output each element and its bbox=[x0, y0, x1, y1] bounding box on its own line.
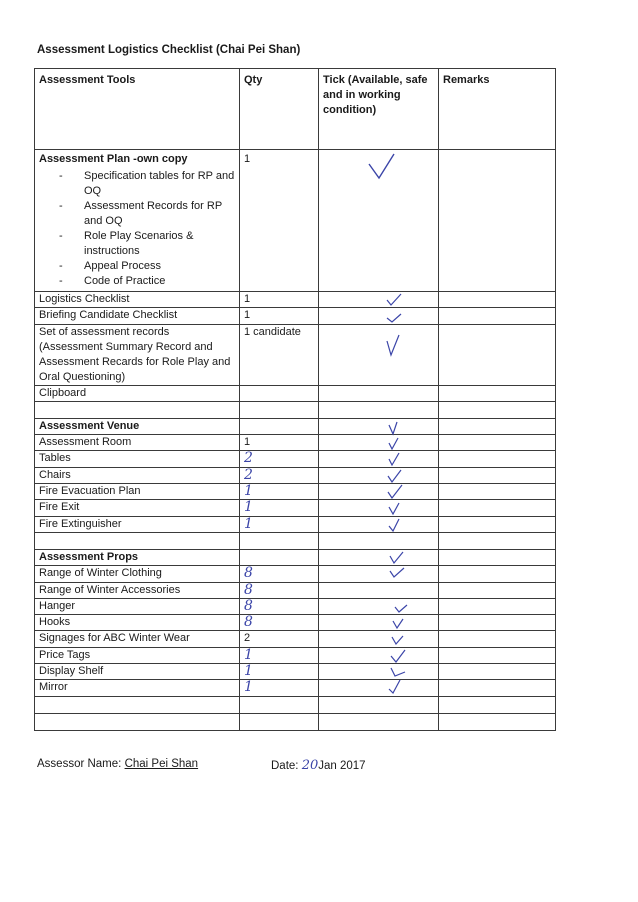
table-row bbox=[35, 582, 556, 598]
table-row bbox=[35, 680, 556, 696]
tick-cell bbox=[319, 549, 439, 565]
item-qty: 8 bbox=[240, 582, 319, 598]
item-qty: 1 bbox=[240, 484, 319, 500]
checkmark-icon bbox=[319, 484, 439, 500]
item-qty: 1 bbox=[240, 516, 319, 532]
item-name: Range of Winter Accessories bbox=[35, 582, 240, 598]
checkmark-icon bbox=[319, 615, 439, 631]
table-row bbox=[35, 598, 556, 614]
item-name: Set of assessment records (Assessment Summary Record and Assessment Recards for Role Play and Oral Questioning) bbox=[35, 324, 240, 385]
table-row bbox=[35, 516, 556, 532]
checkmark-icon bbox=[319, 550, 439, 566]
tick-cell bbox=[319, 598, 439, 614]
item-qty: 1 candidate bbox=[240, 324, 319, 385]
spacer-row bbox=[35, 532, 556, 549]
checkmark-icon bbox=[319, 435, 439, 451]
item-qty: 8 bbox=[240, 598, 319, 614]
item-name: Chairs bbox=[35, 467, 240, 483]
tick-cell bbox=[319, 435, 439, 451]
checkmark-icon bbox=[319, 292, 439, 308]
table-row bbox=[35, 631, 556, 647]
item-name: Logistics Checklist bbox=[35, 292, 240, 308]
date-label: Date: bbox=[271, 760, 299, 772]
checkmark-icon bbox=[319, 631, 439, 647]
item-name: Fire Exit bbox=[35, 500, 240, 516]
table-row bbox=[35, 308, 556, 324]
header-tick: Tick (Available, safe and in working condition) bbox=[319, 69, 439, 150]
table-row bbox=[35, 500, 556, 516]
table-row-plan bbox=[35, 150, 556, 292]
item-qty: 2 bbox=[240, 631, 319, 647]
item-qty: 1 bbox=[240, 680, 319, 696]
item-name: Fire Extinguisher bbox=[35, 516, 240, 532]
tick-cell bbox=[319, 484, 439, 500]
item-name: Assessment Room bbox=[35, 435, 240, 451]
tick-cell bbox=[319, 631, 439, 647]
plan-label: Assessment Plan -own copy bbox=[39, 153, 188, 165]
item-qty: 1 bbox=[240, 292, 319, 308]
checkmark-icon bbox=[319, 680, 439, 696]
item-name: Range of Winter Clothing bbox=[35, 566, 240, 582]
date-rest: Jan 2017 bbox=[318, 760, 366, 772]
remarks-cell bbox=[439, 150, 556, 292]
item-name: Tables bbox=[35, 451, 240, 467]
tick-cell bbox=[319, 418, 439, 434]
checkmark-icon bbox=[319, 325, 439, 385]
table-row bbox=[35, 566, 556, 582]
table-row bbox=[35, 647, 556, 663]
props-label: Assessment Props bbox=[35, 549, 240, 565]
table-row-records bbox=[35, 324, 556, 385]
checkmark-icon bbox=[319, 648, 439, 664]
item-qty: 2 bbox=[240, 467, 319, 483]
tick-cell bbox=[319, 467, 439, 483]
header-remarks: Remarks bbox=[439, 69, 556, 150]
table-header-row bbox=[35, 69, 556, 150]
section-row-venue bbox=[35, 418, 556, 434]
checkmark-icon bbox=[319, 419, 439, 435]
checkmark-icon bbox=[319, 451, 439, 467]
tick-cell bbox=[319, 647, 439, 663]
table-row bbox=[35, 451, 556, 467]
plan-item: - Assessment Records for RP and OQ bbox=[39, 199, 235, 229]
tick-cell bbox=[319, 566, 439, 582]
spacer-row bbox=[35, 696, 556, 713]
checkmark-icon bbox=[319, 517, 439, 533]
item-name: Fire Evacuation Plan bbox=[35, 484, 240, 500]
checkmark-icon bbox=[319, 150, 439, 190]
tick-cell bbox=[319, 615, 439, 631]
item-name: Hooks bbox=[35, 615, 240, 631]
item-qty: 1 bbox=[240, 647, 319, 663]
tick-cell bbox=[319, 308, 439, 324]
checkmark-icon bbox=[319, 566, 439, 582]
date-day: 20 bbox=[301, 758, 319, 773]
tick-cell bbox=[319, 500, 439, 516]
item-qty: 1 bbox=[240, 308, 319, 324]
plan-items bbox=[39, 169, 235, 289]
table-row bbox=[35, 467, 556, 483]
plan-item: - Role Play Scenarios & instructions bbox=[39, 229, 235, 259]
item-qty: 2 bbox=[240, 451, 319, 467]
item-name: Price Tags bbox=[35, 647, 240, 663]
header-qty: Qty bbox=[240, 69, 319, 150]
remarks-cell bbox=[439, 308, 556, 324]
plan-qty: 1 bbox=[240, 150, 319, 292]
item-name: Briefing Candidate Checklist bbox=[35, 308, 240, 324]
tick-cell bbox=[319, 516, 439, 532]
tick-cell bbox=[319, 150, 439, 292]
table-row bbox=[35, 292, 556, 308]
checkmark-icon bbox=[319, 599, 439, 615]
table-row bbox=[35, 385, 556, 401]
item-qty: 8 bbox=[240, 566, 319, 582]
table-row bbox=[35, 615, 556, 631]
item-name: Hanger bbox=[35, 598, 240, 614]
venue-label: Assessment Venue bbox=[35, 418, 240, 434]
checkmark-icon bbox=[319, 308, 439, 324]
tick-cell bbox=[319, 292, 439, 308]
remarks-cell bbox=[439, 324, 556, 385]
assessor-label: Assessor Name: bbox=[37, 758, 122, 770]
tick-cell bbox=[319, 664, 439, 680]
plan-item: - Appeal Process bbox=[39, 259, 235, 274]
plan-item: - Code of Practice bbox=[39, 274, 235, 289]
item-qty: 1 bbox=[240, 500, 319, 516]
item-qty: 1 bbox=[240, 664, 319, 680]
checkmark-icon bbox=[319, 468, 439, 484]
header-tools: Assessment Tools bbox=[35, 69, 240, 150]
page-title: Assessment Logistics Checklist (Chai Pei Shan) bbox=[37, 44, 301, 56]
checklist-table bbox=[34, 68, 556, 731]
table-row bbox=[35, 435, 556, 451]
remarks-cell bbox=[439, 292, 556, 308]
tick-cell bbox=[319, 451, 439, 467]
tick-cell bbox=[319, 680, 439, 696]
assessor-field bbox=[37, 758, 198, 770]
spacer-row bbox=[35, 713, 556, 730]
item-name: Mirror bbox=[35, 680, 240, 696]
checkmark-icon bbox=[319, 500, 439, 516]
item-qty: 1 bbox=[240, 435, 319, 451]
item-name: Clipboard bbox=[35, 385, 240, 401]
section-row-props bbox=[35, 549, 556, 565]
item-qty: 8 bbox=[240, 615, 319, 631]
plan-item: - Specification tables for RP and OQ bbox=[39, 169, 235, 199]
spacer-row bbox=[35, 401, 556, 418]
table-row bbox=[35, 664, 556, 680]
tick-cell bbox=[319, 324, 439, 385]
table-row bbox=[35, 484, 556, 500]
checkmark-icon bbox=[319, 664, 439, 680]
item-name: Signages for ABC Winter Wear bbox=[35, 631, 240, 647]
date-field bbox=[271, 758, 366, 773]
assessor-name: Chai Pei Shan bbox=[124, 758, 199, 770]
item-name: Display Shelf bbox=[35, 664, 240, 680]
